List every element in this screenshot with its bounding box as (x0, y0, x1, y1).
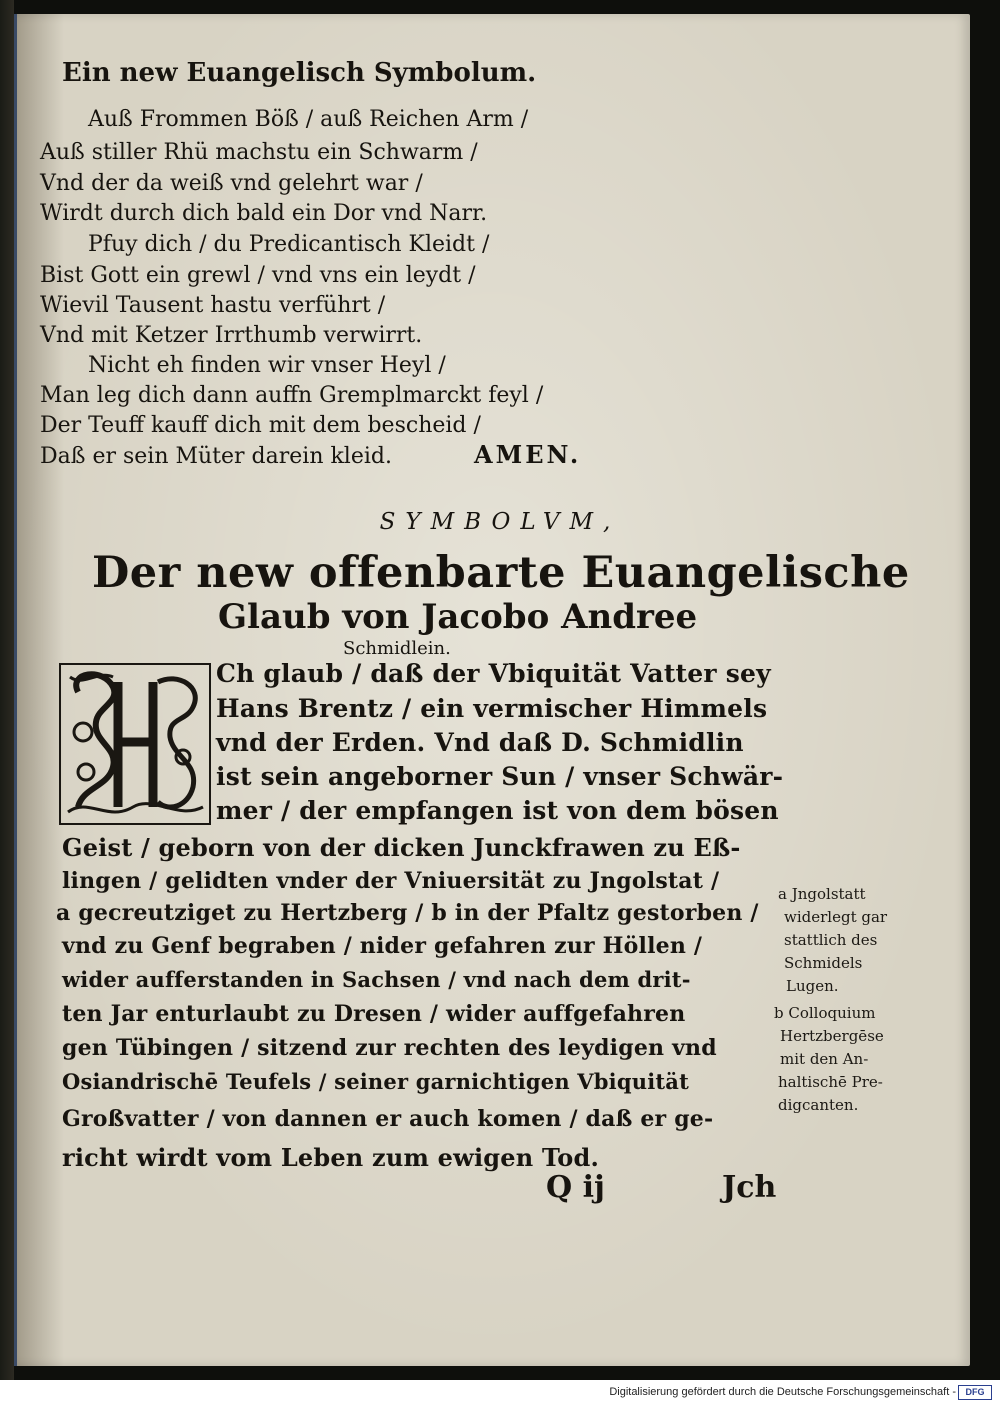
verse-line: Man leg dich dann auffn Gremplmarckt feyl / (40, 383, 544, 408)
margin-note: widerlegt gar (784, 908, 888, 926)
body-line: gen Tübingen / sitzend zur rechten des leydigen vnd (62, 1035, 717, 1061)
body-line: Großvatter / von dannen er auch komen / daß er ge- (62, 1106, 714, 1132)
catchword: Jch (722, 1170, 777, 1205)
decorated-initial-icon (58, 662, 212, 826)
verse-line: Bist Gott ein grewl / vnd vns ein leydt / (40, 263, 476, 288)
margin-note: b Colloquium (774, 1004, 876, 1022)
signature-mark: Q ij (546, 1170, 605, 1205)
verse-line: Wievil Tausent hastu verführt / (40, 293, 386, 318)
body-line: wider aufferstanden in Sachsen / vnd nach dem drit- (62, 967, 691, 992)
verse-line: Auß Frommen Böß / auß Reichen Arm / (88, 107, 529, 132)
margin-note: haltischē Pre- (778, 1073, 883, 1091)
body-line: Hans Brentz / ein vermischer Himmels (216, 694, 768, 723)
margin-note: mit den An- (780, 1050, 869, 1068)
verse-line: Nicht eh finden wir vnser Heyl / (88, 353, 446, 378)
dfg-logo-text: DFG (965, 1387, 985, 1397)
margin-note: a Jngolstatt (778, 885, 866, 903)
body-line: mer / der empfangen ist von dem bösen (216, 796, 779, 825)
verse-line: Vnd der da weiß vnd gelehrt war / (40, 171, 423, 196)
margin-note: Hertzbergēse (780, 1027, 884, 1045)
page-edge (14, 14, 17, 1366)
body-line: Osiandrischē Teufels / seiner garnichtigen Vbiquität (62, 1069, 689, 1094)
title-byline: Schmidlein. (343, 638, 451, 659)
verse-line: Wirdt durch dich bald ein Dor vnd Narr. (40, 201, 488, 226)
body-line: Ch glaub / daß der Vbiquität Vatter sey (216, 659, 771, 688)
margin-note: stattlich des (784, 931, 878, 949)
verse-line: Daß er sein Müter darein kleid. (40, 444, 392, 469)
verse-line: Der Teuff kauff dich mit dem bescheid / (40, 413, 481, 438)
dfg-logo-icon (958, 1385, 992, 1400)
running-header: Ein new Euangelisch Symbolum. (62, 58, 537, 88)
verse-line: Pfuy dich / du Predicantisch Kleidt / (88, 232, 490, 257)
margin-note: digcanten. (778, 1096, 859, 1114)
verse-line: Vnd mit Ketzer Irrthumb verwirrt. (40, 323, 423, 348)
title-line-1: Der new offenbarte Euangelische (92, 548, 910, 598)
book-spine (0, 0, 14, 1380)
section-label: SYMBOLVM, (379, 509, 621, 535)
margin-note: Schmidels (784, 954, 863, 972)
body-line: a gecreutziget zu Hertzberg / b in der Pfaltz gestorben / (56, 900, 759, 926)
body-line: vnd der Erden. Vnd daß D. Schmidlin (216, 728, 744, 757)
amen: AMEN. (474, 440, 582, 469)
margin-note: Lugen. (786, 977, 839, 995)
body-line: lingen / gelidten vnder der Vniuersität zu Jngolstat / (62, 868, 720, 894)
footer-credit: Digitalisierung gefördert durch die Deutsche Forschungsgemeinschaft - (609, 1386, 956, 1398)
verse-line: Auß stiller Rhü machstu ein Schwarm / (40, 140, 478, 165)
body-line: ten Jar enturlaubt zu Dresen / wider auffgefahren (62, 1001, 686, 1027)
body-line: ist sein angeborner Sun / vnser Schwär- (216, 762, 784, 791)
body-line: Geist / geborn von der dicken Junckfrawen zu Eß- (62, 833, 741, 862)
body-line: richt wirdt vom Leben zum ewigen Tod. (62, 1143, 599, 1172)
body-line: vnd zu Genf begraben / nider gefahren zur Höllen / (62, 933, 703, 959)
title-line-2: Glaub von Jacobo Andree (218, 597, 698, 637)
